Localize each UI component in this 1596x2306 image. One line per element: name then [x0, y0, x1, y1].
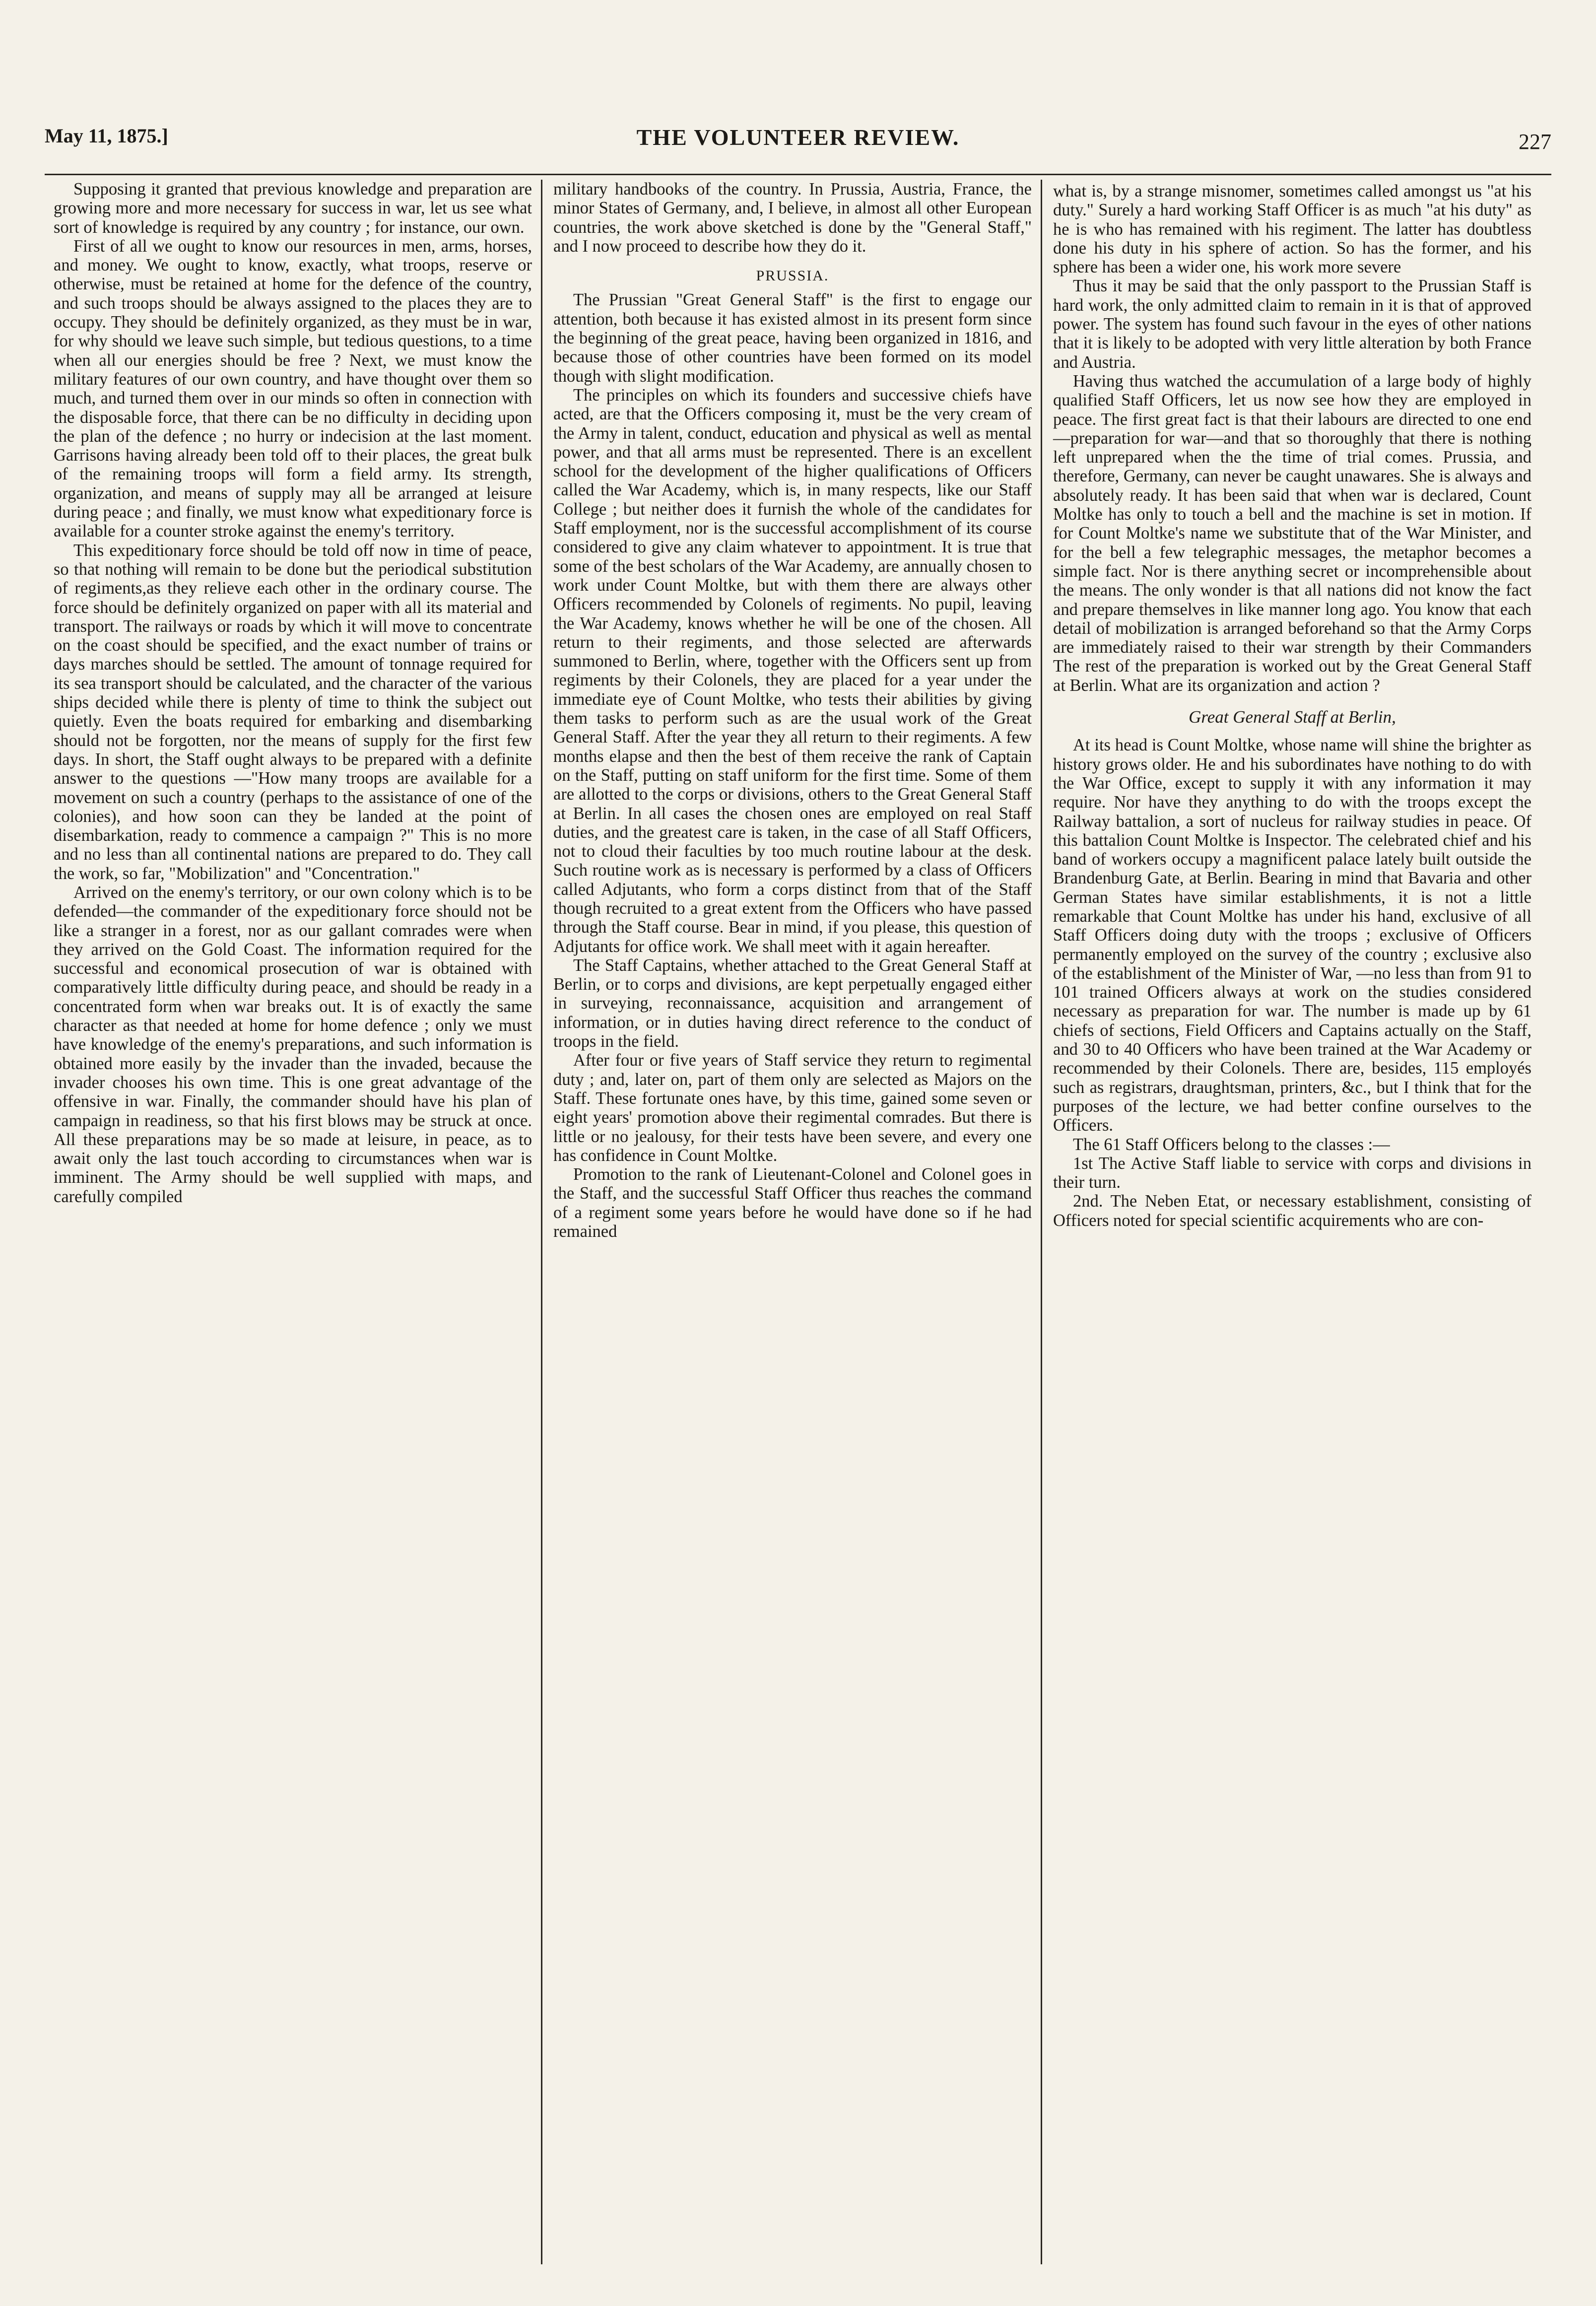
paragraph: After four or five years of Staff service they return to regimental duty ; and, later on, part of them only are selected as Majors on the Staff. These fortunate ones have, by this time, gained some seven or eight years' promotion above their regimental comrades. But there is little or no jealousy, for their tests have been severe, and every one has confidence in Count Moltke.: [553, 1051, 1032, 1165]
column-1: [45, 180, 541, 2264]
paragraph: Thus it may be said that the only passport to the Prussian Staff is hard work, the only admitted claim to remain in it is that of approved power. The system has found such favour in the eyes of other nations that it is likely to be adopted with very little alteration by both France and Austria.: [1053, 276, 1531, 372]
paragraph: The Prussian "Great General Staff" is the first to engage our attention, both because it has existed almost in its present form since the beginning of the great peace, having been organized in 1816, and because those of other countries have been formed on its model though with slight modification.: [553, 290, 1032, 386]
paragraph: Promotion to the rank of Lieutenant-Colonel and Colonel goes in the Staff, and the successful Staff Officer thus reaches the command of a regiment some years before he would have done so if he had remained: [553, 1165, 1032, 1241]
subsection-heading: Great General Staff at Berlin,: [1189, 707, 1396, 727]
issue-date: May 11, 1875.]: [45, 125, 168, 147]
page-number: 227: [1519, 130, 1551, 154]
paragraph: Having thus watched the accumulation of a large body of highly qualified Staff Officers, let us now see how they are employed in peace. The first great fact is that their labours are directed to one end—preparation for war—and that so thoroughly that there is nothing left unprepared when the the time of trial comes. Prussia, and therefore, Germany, can never be caught unawares. She is always and absolutely ready. It has been said that when war is declared, Count Moltke has only to touch a bell and the machine is set in motion. If for Count Moltke's name we substitute that of the War Minister, and for the bell a few telegraphic messages, the metaphor becomes a simple fact. Nor is there anything secret or incomprehensible about the means. The only wonder is that all nations did not know the fact and prepare themselves in like manner long ago. You know that each detail of mobilization is arranged beforehand so that the Army Corps are immediately raised to their war strength by their Commanders The rest of the preparation is worked out by the Great General Staff at Berlin. What are its organization and action ?: [1053, 371, 1531, 695]
column-2: [544, 180, 1041, 2264]
paragraph: This expeditionary force should be told off now in time of peace, so that nothing will remain to be done but the periodical substitution of regiments,as they relieve each other in the ordinary course. The force should be definitely organized on paper with all its material and transport. The railways or roads by which it will move to concentrate on the coast should be specified, and the exact number of trains or days marches should be settled. The amount of tonnage required for its sea transport should be calculated, and the character of the various ships decided while there is plenty of time to think the subject out quietly. Even the boats required for embarking and disembarking should not be forgotten, nor the means of supply for the first few days. In short, the Staff ought always to be prepared with a definite answer to the questions —"How many troops are available for a movement on such a country (perhaps to the assistance of one of the colonies), and how soon can they be landed at the point of disembarkation, ready to commence a campaign ?" This is no more and no less than all continental nations are prepared to do. They call the work, so far, "Mobilization" and "Concentration.": [54, 541, 532, 883]
section-heading: PRUSSIA.: [756, 268, 829, 284]
paragraph: At its head is Count Moltke, whose name will shine the brighter as history grows older. He and his subordinates have nothing to do with the War Office, except to supply it with any information it may require. Nor have they anything to do with the troops except the Railway battalion, a sort of nucleus for railway studies in peace. Of this battalion Count Moltke is Inspector. The celebrated chief and his band of workers occupy a magnificent palace lately built outside the Brandenburg Gate, at Berlin. Bearing in mind that Bavaria and other German States have similar establishments, it is not a little remarkable that Count Moltke has under his hand, exclusive of all Staff Officers doing duty with the troops ; exclusive of Officers permanently employed on the survey of the country ; exclusive also of the establishment of the Minister of War, —no less than from 91 to 101 trained Officers always at work on the studies considered necessary as preparation for war. The number is made up by 61 chiefs of sections, Field Officers and Captains actually on the Staff, and 30 to 40 Officers who have been trained at the War Academy or recommended by their Colonels. There are, besides, 115 employés such as registrars, draughtsman, printers, &c., but I think that for the purposes of the lecture, we had better confine ourselves to the Officers.: [1053, 736, 1531, 1135]
paragraph-continued: military handbooks of the country. In Prussia, Austria, France, the minor States of Germany, and, I believe, in almost all other European countries, the work above sketched is done by the "General Staff," and I now proceed to describe how they do it.: [553, 180, 1032, 256]
article-columns: [45, 180, 1551, 2264]
paragraph: 2nd. The Neben Etat, or necessary establishment, consisting of Officers noted for special scientific acquirements who are con-: [1053, 1192, 1531, 1230]
header-rule: [45, 174, 1551, 175]
paragraph-continued: what is, by a strange misnomer, sometimes called amongst us "at his duty." Surely a hard working Staff Officer is as much "at his duty" as he is who has remained with his regiment. The latter has doubtless done his duty in his sphere of action. So has the former, and his sphere has been a wider one, his work more severe: [1053, 182, 1531, 277]
paragraph: 1st The Active Staff liable to service with corps and divisions in their turn.: [1053, 1153, 1531, 1192]
paragraph: The Staff Captains, whether attached to the Great General Staff at Berlin, or to corps and divisions, are kept perpetually engaged either in surveying, reconnaissance, acquisition and arrangement of information, or in duties having direct reference to the conduct of troops in the field.: [553, 955, 1032, 1051]
column-divider: [1041, 180, 1044, 2264]
publication-title: THE VOLUNTEER REVIEW.: [636, 125, 960, 150]
paragraph: Supposing it granted that previous knowledge and preparation are growing more and more necessary for success in war, let us see what sort of knowledge is required by any country ; for instance, our own.: [54, 180, 532, 237]
column-3: [1044, 180, 1540, 2264]
paragraph: Arrived on the enemy's territory, or our own colony which is to be defended—the commander of the expeditionary force should not be like a stranger in a forest, nor as our gallant comrades were when they arrived on the Gold Coast. The information required for the successful and economical prosecution of war is obtained with comparatively little difficulty during peace, and should be ready in a concentrated form when war breaks out. It is of exactly the same character as that needed at home for home defence ; only we must have knowledge of the enemy's preparations, and such information is obtained more easily by the invader than the invaded, because the invader chooses his own time. This is one great advantage of the offensive in war. Finally, the commander should have his plan of campaign in readiness, so that his first blows may be struck at once. All these preparations may be so made at leisure, in peace, as to await only the last touch according to circumstances when war is imminent. The Army should be well supplied with maps, and carefully compiled: [54, 882, 532, 1206]
paragraph: First of all we ought to know our resources in men, arms, horses, and money. We ought to know, exactly, what troops, reserve or otherwise, must be retained at home for the defence of the country, and such troops should be always assigned to the places they are to occupy. They should be definitely organized, as they must be in war, for why should we leave such simple, but tedious questions, to a time when all our energies should be free ? Next, we must know the military features of our own country, and have thought over them so much, and turned them over in our minds so often in connection with the disposable force, that there can be no difficulty in deciding upon the plan of the defence ; no hurry or indecision at the last moment. Garrisons having already been told off to their places, the great bulk of the remaining troops will form a field army. Its strength, organization, and means of supply may all be arranged at leisure during peace ; and finally, we must know what expeditionary force is available for a counter stroke against the enemy's territory.: [54, 236, 532, 541]
column-divider: [541, 180, 544, 2264]
paragraph: The 61 Staff Officers belong to the classes :—: [1073, 1135, 1390, 1154]
paragraph: The principles on which its founders and successive chiefs have acted, are that the Officers composing it, must be the very cream of the Army in talent, conduct, education and physical as well as mental power, and that all arms must be represented. There is an excellent school for the development of the higher qualifications of Officers called the War Academy, which is, in many respects, like our Staff College ; but neither does it furnish the whole of the candidates for Staff employment, nor is the successful accomplishment of its course considered to give any claim whatever to appointment. It is true that some of the best scholars of the War Academy, are annually chosen to work under Count Moltke, but with them there are always other Officers recommended by Colonels of regiments. No pupil, leaving the War Academy, knows whether he will be one of the chosen. All return to their regiments, and those selected are afterwards summoned to Berlin, where, together with the Officers sent up from regiments by their Colonels, they are placed for a year under the immediate eye of Count Moltke, who tests their abilities by giving them tasks to perform such as are the usual work of the Great General Staff. After the year they all return to their regiments. A few months elapse and then the best of them receive the rank of Captain on the Staff, putting on staff uniform for the first time. Some of them are allotted to the corps or divisions, others to the Great General Staff at Berlin. In all cases the chosen ones are employed on real Staff duties, and the greatest care is taken, in the case of all Staff Officers, not to cloud their faculties by too much routine labour at the desk. Such routine work as is necessary is performed by a class of Officers called Adjutants, who form a corps distinct from that of the Staff though recruited to a great extent from the Officers who have passed through the Staff course. Bear in mind, if you please, this question of Adjutants for office work. We shall meet with it again hereafter.: [553, 385, 1032, 956]
page-header: [45, 124, 1551, 164]
